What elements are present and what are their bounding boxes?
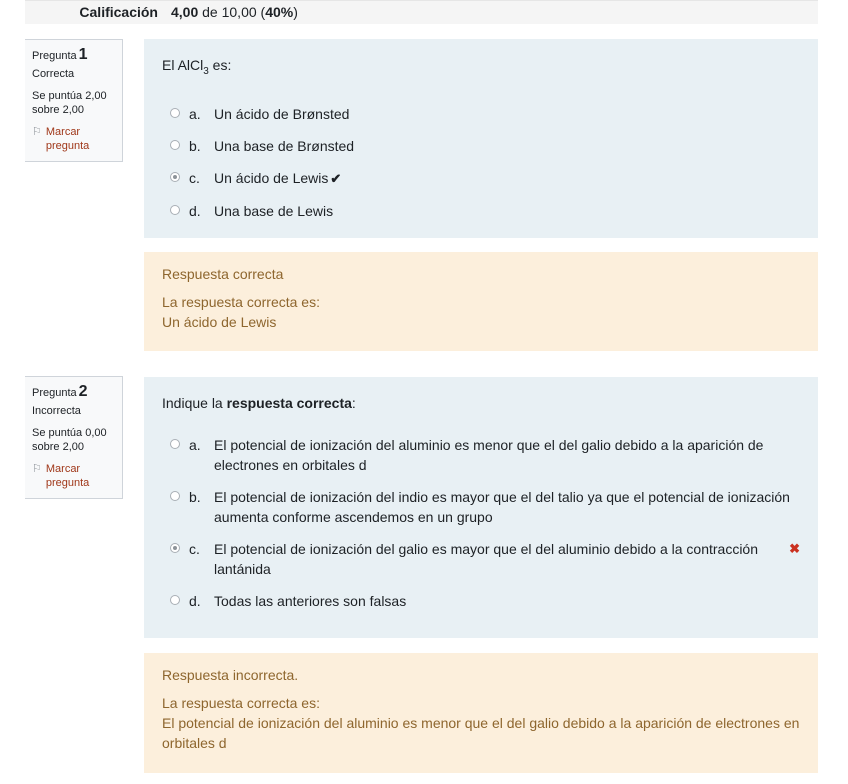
question-number: Pregunta 1 [32,46,88,63]
grade-summary-row [25,0,818,24]
question-text: Indique la respuesta correcta: [162,395,356,411]
correct-check-icon: ✔ [330,170,342,186]
radio-button[interactable] [170,205,180,215]
radio-button-checked[interactable] [170,543,180,553]
incorrect-x-icon: ✖ [789,541,800,556]
radio-button[interactable] [170,439,180,449]
question-state: Correcta [32,68,75,80]
feedback-status: Respuesta incorrecta. [162,667,299,683]
answer-option-selected[interactable]: c. Un ácido de Lewis ✔ [170,168,800,189]
radio-button[interactable] [170,108,180,118]
radio-button-checked[interactable] [170,172,180,182]
question-state: Incorrecta [32,405,81,417]
flag-icon: ⚐ [32,463,42,475]
answer-options [162,104,800,221]
answer-option[interactable]: b. El potencial de ionización del indio es mayor que el del talio ya que el potencial de ionización aumenta conforme ascendemos en un grupo [170,487,800,527]
question-1-feedback [144,252,818,351]
flag-icon: ⚐ [32,126,42,138]
question-2-feedback [144,653,818,773]
right-answer-text: El potencial de ionización del aluminio es menor que el del galio debido a la aparición de electrones en orbitales d [162,715,800,751]
answer-option-selected[interactable]: c. El potencial de ionización del galio es mayor que el del aluminio debido a la contracción lantánida ✖ [170,539,800,579]
answer-option[interactable]: d. Todas las anteriores son falsas [170,591,800,611]
question-number: Pregunta 2 [32,383,88,400]
answer-option[interactable]: b. Una base de Brønsted [170,136,800,156]
question-1-info [25,39,123,162]
question-text: El AlCl$_3$ es: [162,57,232,77]
grade-label: Calificación [79,4,158,20]
right-answer-label: La respuesta correcta es: [162,695,320,711]
question-2-info [25,376,123,499]
flag-question-link[interactable]: ⚐ Marcar pregunta [32,126,90,152]
right-answer-label: La respuesta correcta es: [162,294,320,310]
answer-option[interactable]: a. Un ácido de Brønsted [170,104,800,124]
question-2-formulation [144,377,818,638]
grade-value: 4,00 de 10,00 (40%) [171,4,298,20]
question-grade: Se puntúa 2,00 sobre 2,00 [32,90,107,116]
question-1-formulation [144,39,818,238]
answer-option[interactable]: d. Una base de Lewis [170,201,800,221]
answer-option[interactable]: a. El potencial de ionización del aluminio es menor que el del galio debido a la aparición de electrones en orbitales d [170,435,800,475]
question-grade: Se puntúa 0,00 sobre 2,00 [32,427,107,453]
answer-options [162,435,800,611]
radio-button[interactable] [170,491,180,501]
flag-question-link[interactable]: ⚐ Marcar pregunta [32,463,90,489]
radio-button[interactable] [170,595,180,605]
radio-button[interactable] [170,140,180,150]
feedback-status: Respuesta correcta [162,266,284,282]
right-answer-text: Un ácido de Lewis [162,314,277,330]
